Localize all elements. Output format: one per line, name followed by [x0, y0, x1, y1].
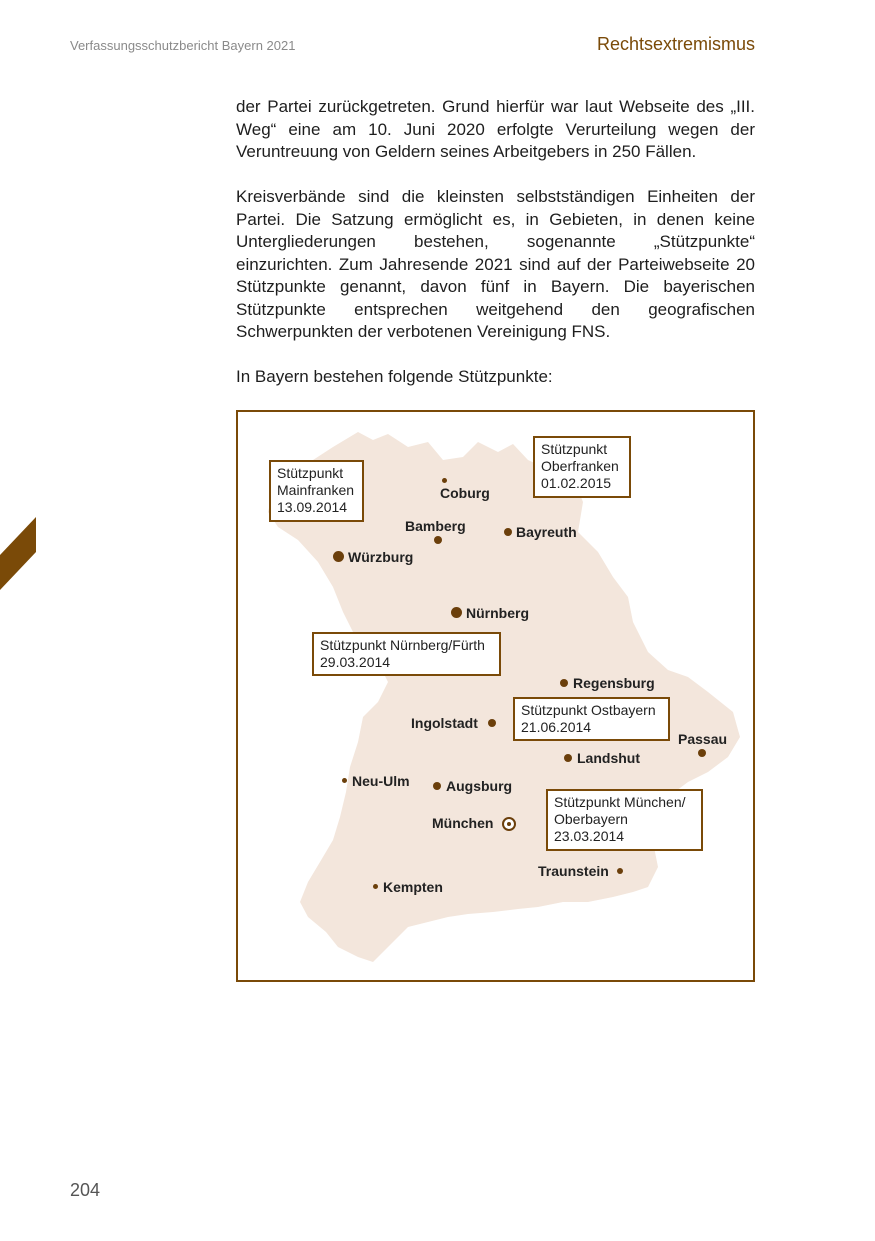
stuetzpunkt-date: 01.02.2015	[541, 475, 612, 491]
stuetzpunkt-label: Stützpunkt	[277, 465, 344, 481]
section-title: Rechtsextremismus	[596, 34, 755, 54]
capital-icon-muenchen	[502, 817, 516, 831]
paragraph-2	[236, 186, 755, 344]
city-label-wuerzburg: Würzburg	[348, 549, 414, 565]
city-dot-regensburg	[560, 679, 568, 687]
city-label-muenchen: München	[432, 815, 494, 831]
paragraph-3	[236, 366, 755, 389]
paragraph-1-text: der Partei zurückgetreten. Grund hierfür war laut Webseite des „III. Weg“ eine am 10. Juni 2020 erfolgte Verurteilung wegen der Veruntreuung von Geldern seines Arbeitgebers in 250 Fällen.	[236, 97, 755, 161]
city-label-regensburg: Regensburg	[573, 675, 655, 691]
stuetzpunkt-region: Oberfranken	[541, 458, 619, 474]
city-dot-passau	[698, 749, 706, 757]
city-label-coburg: Coburg	[440, 485, 490, 501]
stuetzpunkt-box-oberfranken	[533, 436, 631, 498]
city-dot-neu-ulm	[342, 778, 347, 783]
paragraph-3-text: In Bayern bestehen folgende Stützpunkte:	[236, 367, 553, 386]
city-label-nuernberg: Nürnberg	[466, 605, 529, 621]
page-number: 204	[70, 1180, 101, 1200]
city-label-traunstein: Traunstein	[538, 863, 609, 879]
city-label-landshut: Landshut	[577, 750, 640, 766]
stuetzpunkt-label: Stützpunkt Ostbayern	[521, 702, 656, 718]
city-label-passau: Passau	[678, 731, 728, 747]
stuetzpunkt-date: 13.09.2014	[277, 499, 348, 515]
city-dot-ingolstadt	[488, 719, 496, 727]
stuetzpunkt-label: Stützpunkt	[541, 441, 608, 457]
stuetzpunkt-date: 29.03.2014	[320, 654, 391, 670]
bavaria-map	[236, 410, 755, 982]
city-label-kempten: Kempten	[383, 879, 443, 895]
city-label-bamberg: Bamberg	[405, 518, 466, 534]
stuetzpunkt-region: Mainfranken	[277, 482, 355, 498]
city-dot-coburg	[442, 478, 447, 483]
stuetzpunkt-box-mainfranken	[269, 460, 364, 522]
stuetzpunkt-date: 23.03.2014	[554, 828, 625, 844]
city-dot-kempten	[373, 884, 378, 889]
stuetzpunkt-region: Oberbayern	[554, 811, 628, 827]
stuetzpunkt-label: Stützpunkt Nürnberg/Fürth	[320, 637, 485, 653]
city-dot-landshut	[564, 754, 572, 762]
stuetzpunkt-date: 21.06.2014	[521, 719, 592, 735]
city-dot-bamberg	[434, 536, 442, 544]
running-head: Verfassungsschutzbericht Bayern 2021	[70, 38, 296, 53]
stuetzpunkt-box-nuernberg-fuerth	[312, 632, 501, 676]
city-dot-bayreuth	[504, 528, 512, 536]
stuetzpunkt-box-muenchen-oberbayern	[546, 789, 703, 851]
city-dot-augsburg	[433, 782, 441, 790]
chapter-marker	[0, 517, 36, 590]
city-dot-wuerzburg	[333, 551, 344, 562]
paragraph-1	[236, 96, 755, 164]
paragraph-2-text: Kreisverbände sind die kleinsten selbstständigen Einheiten der Partei. Die Satzung ermöglicht es, in Gebieten, in denen keine Untergliederungen bestehen, sogenannte „Stützpunkte“ einzurichten. Zum Jahresende 2021 sind auf der Parteiwebseite 20 Stützpunkte genannt, davon fünf in Bayern. Die bayerischen Stützpunkte entsprechen weitgehend den geografischen Schwerpunkten der verbotenen Vereinigung FNS.	[236, 187, 755, 341]
city-label-ingolstadt: Ingolstadt	[411, 715, 478, 731]
stuetzpunkt-box-ostbayern	[513, 697, 670, 741]
city-label-neu-ulm: Neu-Ulm	[352, 773, 410, 789]
city-label-augsburg: Augsburg	[446, 778, 513, 794]
city-dot-nuernberg	[451, 607, 462, 618]
city-dot-traunstein	[617, 868, 623, 874]
city-label-bayreuth: Bayreuth	[516, 524, 577, 540]
stuetzpunkt-label: Stützpunkt München/	[554, 794, 686, 810]
